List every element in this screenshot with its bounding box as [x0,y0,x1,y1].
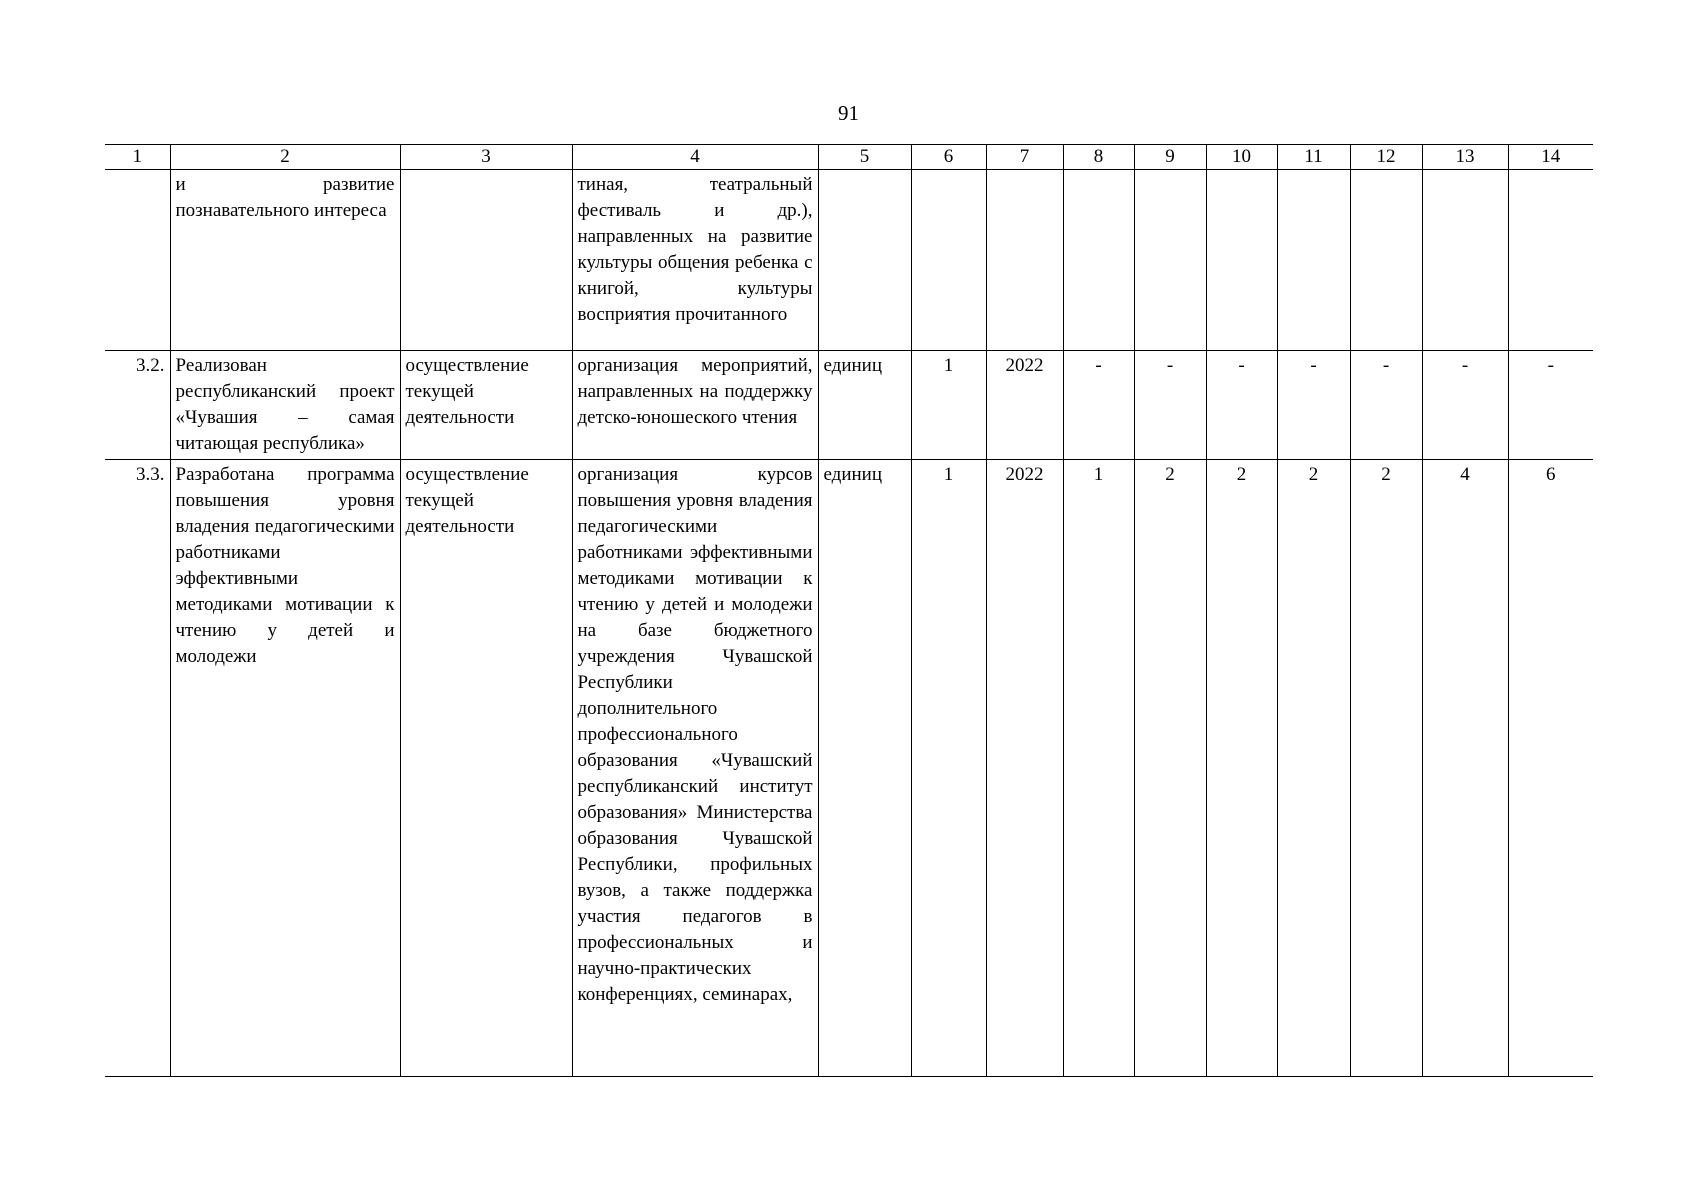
value-cell: - [1508,351,1593,460]
table-body [105,170,1593,1077]
value-cell [1206,170,1277,351]
base-value-cell: 1 [911,351,986,460]
value-cell: - [1206,351,1277,460]
value-cell: 6 [1508,460,1593,1077]
unit-cell [818,170,911,351]
base-value-cell [911,170,986,351]
row-number-cell [105,170,170,351]
value-cell: 2 [1277,460,1350,1077]
page-number: 91 [838,101,859,125]
base-year-cell [986,170,1063,351]
result-cell: Реализован республиканский проект «Чувашия – самая читающая республика» [170,351,400,460]
column-header: 13 [1422,145,1508,170]
column-header: 11 [1277,145,1350,170]
column-header: 9 [1134,145,1206,170]
column-number-row [105,145,1593,170]
unit-cell: единиц [818,460,911,1077]
value-cell [1063,170,1134,351]
document-table [105,144,1593,1077]
column-header: 1 [105,145,170,170]
column-header: 14 [1508,145,1593,170]
value-cell: - [1063,351,1134,460]
column-header: 10 [1206,145,1277,170]
activities-cell: тиная, театральный фестиваль и др.), направленных на развитие культуры общения ребенка с книгой, культуры восприятия прочитанного [572,170,818,351]
column-header: 12 [1350,145,1422,170]
table-header [105,145,1593,170]
unit-cell: единиц [818,351,911,460]
mechanism-cell: осуществление текущей деятельности [400,351,572,460]
mechanism-cell [400,170,572,351]
base-year-cell: 2022 [986,351,1063,460]
value-cell: 1 [1063,460,1134,1077]
value-cell [1134,170,1206,351]
activities-cell: организация мероприятий, направленных на поддержку детско-юношеского чтения [572,351,818,460]
mechanism-cell: осуществление текущей деятельности [400,460,572,1077]
activities-cell: организация курсов повышения уровня владения педагогическими работниками эффективными методиками мотивации к чтению у детей и молодежи на базе бюджетного учреждения Чувашской Республики дополнительного профессионального образования «Чувашский республиканский институт образования» Министерства образования Чувашской Республики, профильных вузов, а также поддержка участия педагогов в профессиональных и научно-практических конференциях, семинарах, [572,460,818,1077]
base-year-cell: 2022 [986,460,1063,1077]
column-header: 5 [818,145,911,170]
value-cell: 2 [1206,460,1277,1077]
value-cell [1508,170,1593,351]
row-number-cell: 3.3. [105,460,170,1077]
value-cell: 4 [1422,460,1508,1077]
value-cell: 2 [1350,460,1422,1077]
result-cell: и развитие познавательного интереса [170,170,400,351]
column-header: 4 [572,145,818,170]
column-header: 8 [1063,145,1134,170]
result-cell: Разработана программа повышения уровня владения педагогическими работниками эффективными методиками мотивации к чтению у детей и молодежи [170,460,400,1077]
column-header: 3 [400,145,572,170]
value-cell: - [1422,351,1508,460]
value-cell [1277,170,1350,351]
value-cell [1422,170,1508,351]
base-value-cell: 1 [911,460,986,1077]
table-row [105,170,1593,351]
column-header: 2 [170,145,400,170]
table-row [105,351,1593,460]
column-header: 7 [986,145,1063,170]
column-header: 6 [911,145,986,170]
value-cell: - [1134,351,1206,460]
value-cell: - [1350,351,1422,460]
table-row [105,460,1593,1077]
value-cell [1350,170,1422,351]
value-cell: 2 [1134,460,1206,1077]
row-number-cell: 3.2. [105,351,170,460]
value-cell: - [1277,351,1350,460]
